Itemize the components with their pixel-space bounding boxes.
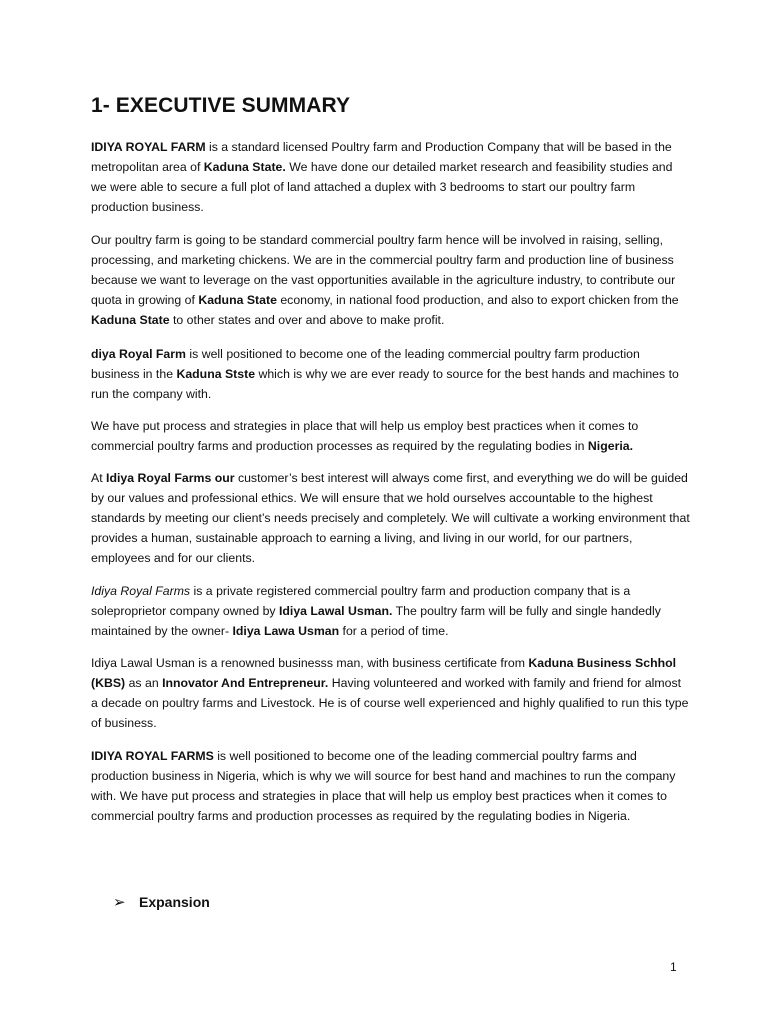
paragraph-positioning <box>91 344 691 404</box>
text-bold: Nigeria. <box>587 439 634 453</box>
text-span: We have put process and strategies in place that will help us employ best practices when it comes to commercial poultry farms and production processes as required by the regulating bodies in <box>91 419 639 453</box>
text-span: is a standard licensed Poultry farm and Production Company that will be based in the metropolitan area of <box>91 140 672 174</box>
text-bold: Kaduna State <box>198 293 277 307</box>
text-span: is a private registered commercial poultry farm and production company that is a soleproprietor company owned by <box>91 584 631 618</box>
page-number: 1 <box>670 960 677 974</box>
text-bold: IDIYA ROYAL FARMS <box>91 749 214 763</box>
text-span: The poultry farm will be fully and single handedly maintained by the owner- <box>91 604 661 638</box>
text-span: for a period of time. <box>339 624 449 638</box>
text-bold: Idiya Lawal Usman. <box>278 604 393 618</box>
text-span: At <box>91 471 107 485</box>
paragraph-farm-activities <box>91 230 691 330</box>
text-span: is well positioned to become one of the leading commercial poultry farm production business in the <box>91 347 640 381</box>
text-span: economy, in national food production, and also to export chicken from the <box>276 293 679 307</box>
paragraph-summary <box>91 746 691 826</box>
paragraph-company-intro <box>91 137 691 217</box>
text-bold: IDIYA ROYAL FARM <box>91 140 206 154</box>
paragraph-ownership <box>91 581 691 641</box>
text-bold: diya Royal Farm <box>91 347 186 361</box>
text-bold: Idiya Lawa Usman <box>232 624 340 638</box>
text-span: Our poultry farm is going to be standard commercial poultry farm hence will be involved in raising, selling, processing, and marketing chickens. We are in the commercial poultry farm and production line of business because we want to leverage on the vast opportunities available in the agriculture industry, to contribute our quota in growing of <box>91 233 676 307</box>
text-span: We have done our detailed market research and feasibility studies and we were able to secure a full plot of land attached a duplex with 3 bedrooms to start our poultry farm production business. <box>91 160 673 214</box>
paragraph-processes <box>91 416 691 456</box>
text-span: Idiya Lawal Usman is a renowned businesss man, with business certificate from <box>91 656 529 670</box>
text-bold: Kaduna Stste <box>176 367 256 381</box>
text-span: customer’s best interest will always come first, and everything we do will be guided by our values and professional ethics. We will ensure that we hold ourselves accountable to the highest standards by meeting our client’s needs precisely and completely. We will cultivate a working environment that provides a human, sustainable approach to earning a living, and living in our world, for our partners, employees and for our clients. <box>91 471 690 565</box>
text-span: which is why we are ever ready to source for the best hands and machines to run the company with. <box>91 367 679 401</box>
arrow-bullet-icon: ➢ <box>113 894 126 911</box>
text-span: as an <box>125 676 163 690</box>
text-bold: Kaduna State <box>91 313 170 327</box>
text-italic: Idiya Royal Farms <box>91 584 191 598</box>
text-span: to other states and over and above to make profit. <box>169 313 445 327</box>
text-bold: Kaduna State. <box>203 160 286 174</box>
section-heading: 1- EXECUTIVE SUMMARY <box>91 94 351 117</box>
text-bold: Innovator And Entrepreneur. <box>162 676 329 690</box>
bullet-item-expansion <box>113 893 210 911</box>
text-span: Having volunteered and worked with family and friend for almost a decade on poultry farms and Livestock. He is of course well experienced and highly qualified to run this type of business. <box>91 676 689 730</box>
text-bold: Kaduna Business Schhol (KBS) <box>91 656 677 690</box>
text-bold: Idiya Royal Farms our <box>106 471 235 485</box>
text-span: is well positioned to become one of the leading commercial poultry farms and production business in Nigeria, which is why we will source for best hand and machines to run the company with. We have put process and strategies in place that will help us employ best practices when it comes to commercial poultry farms and production processes as required by the regulating bodies in Nigeria. <box>91 749 676 823</box>
paragraph-values <box>91 468 691 568</box>
bullet-label: Expansion <box>139 894 210 910</box>
paragraph-owner-profile <box>91 653 691 733</box>
